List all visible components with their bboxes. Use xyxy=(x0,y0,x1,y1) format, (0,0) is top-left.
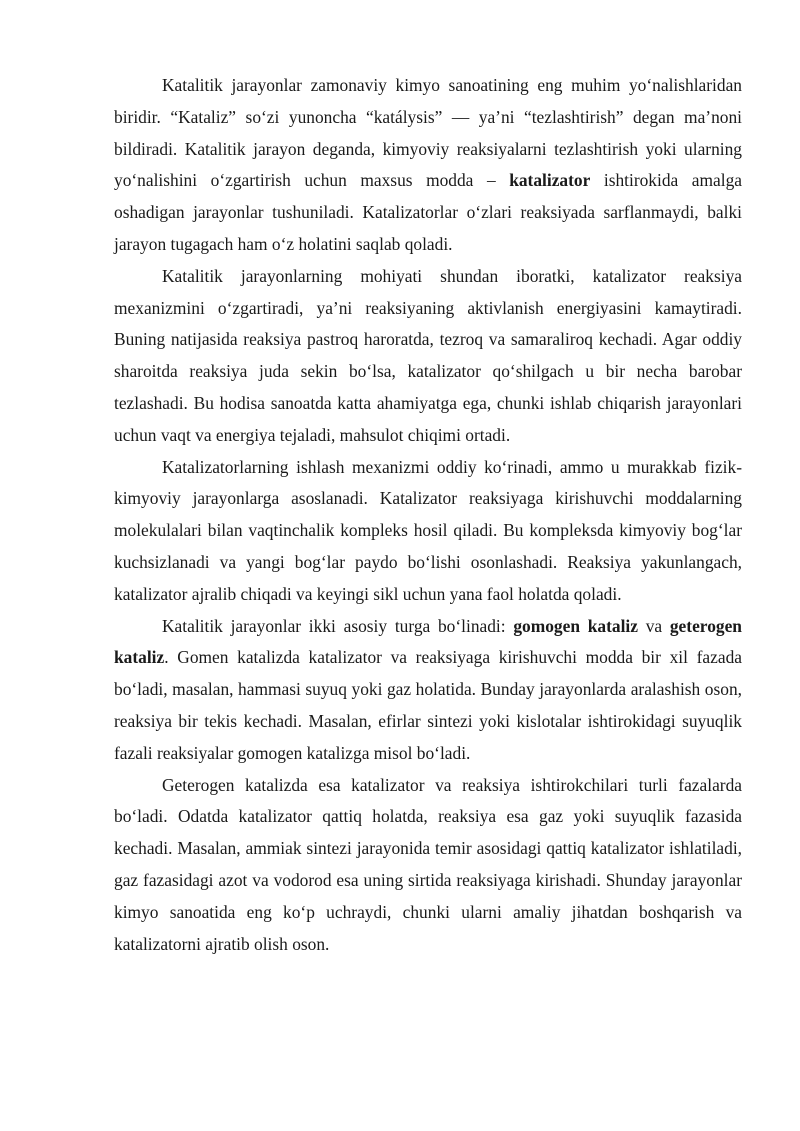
text-span: Katalitik jarayonlar zamonaviy kimyo sanoatining eng muhim yo‘nalishlaridan biridir. “Kataliz” so‘zi yunoncha “katálysis” — ya’ni “tezlashtirish” degan ma’noni bildiradi. Katalitik jarayon deganda, kimyoviy reaksiyalarni tezlashtirish yoki ularning yo‘nalishini o‘zgartirish uchun maxsus modda – xyxy=(114,75,742,191)
document-page xyxy=(114,70,742,960)
text-span: Katalizatorlarning ishlash mexanizmi oddiy ko‘rinadi, ammo u murakkab fizik-kimyoviy jarayonlarga asoslanadi. Katalizator reaksiyaga kirishuvchi moddalarning molekulalari bilan vaqtinchalik kompleks hosil qiladi. Bu kompleksda kimyoviy bog‘lar kuchsizlanadi va yangi bog‘lar paydo bo‘lishi osonlashadi. Reaksiya yakunlangach, katalizator ajralib chiqadi va keyingi sikl uchun yana faol holatda qoladi. xyxy=(114,456,742,604)
paragraph-types xyxy=(114,611,742,770)
text-span: ishtirokida amalga oshadigan jarayonlar tushuniladi. Katalizatorlar o‘zlari reaksiyada sarflanmaydi, balki jarayon tugagach ham o‘z holatini saqlab qoladi. xyxy=(114,170,743,254)
text-span: Katalitik jarayonlarning mohiyati shundan iboratki, katalizator reaksiya mexanizmini o‘zgartiradi, ya’ni reaksiyaning aktivlanish energiyasini kamaytiradi. Buning natijasida reaksiya pastroq haroratda, tezroq va samaraliroq kechadi. Agar oddiy sharoitda reaksiya juda sekin bo‘lsa, katalizator qo‘shilgach u bir necha barobar tezlashadi. Bu hodisa sanoatda katta ahamiyatga ega, chunki ishlab chiqarish jarayonlari uchun vaqt va energiya tejaladi, mahsulot chiqimi ortadi. xyxy=(114,265,742,445)
text-span: Geterogen katalizda esa katalizator va reaksiya ishtirokchilari turli fazalarda bo‘ladi. Odatda katalizator qattiq holatda, reaksiya esa gaz yoki suyuqlik fazasida kechadi. Masalan, ammiak sintezi jarayonida temir asosidagi qattiq katalizator ishlatiladi, gaz fazasidagi azot va vodorod esa uning sirtida reaksiyaga kirishadi. Shunday jarayonlar kimyo sanoatida eng ko‘p uchraydi, chunki ularni amaliy jihatdan boshqarish va katalizatorni ajratib olish oson. xyxy=(114,774,742,954)
text-span: Katalitik jarayonlar ikki asosiy turga bo‘linadi: xyxy=(162,615,514,636)
term-gomogen-kataliz: gomogen kataliz xyxy=(513,615,638,636)
paragraph-heterogeneous xyxy=(114,770,742,961)
paragraph-working-mechanism xyxy=(114,452,742,611)
term-katalizator: katalizator xyxy=(509,170,591,191)
text-span: . Gomen katalizda katalizator va reaksiyaga kirishuvchi modda bir xil fazada bo‘ladi, masalan, hammasi suyuq yoki gaz holatida. Bunday jarayonlarda aralashish oson, reaksiya bir tekis kechadi. Masalan, efirlar sintezi yoki kislotalar ishtirokidagi suyuqlik fazali reaksiyalar gomogen katalizga misol bo‘ladi. xyxy=(114,647,742,763)
paragraph-intro xyxy=(114,70,742,261)
paragraph-mechanism-essence xyxy=(114,261,742,452)
term-geterogen-kataliz: geterogen kataliz xyxy=(114,615,742,668)
text-span: va xyxy=(637,615,670,636)
